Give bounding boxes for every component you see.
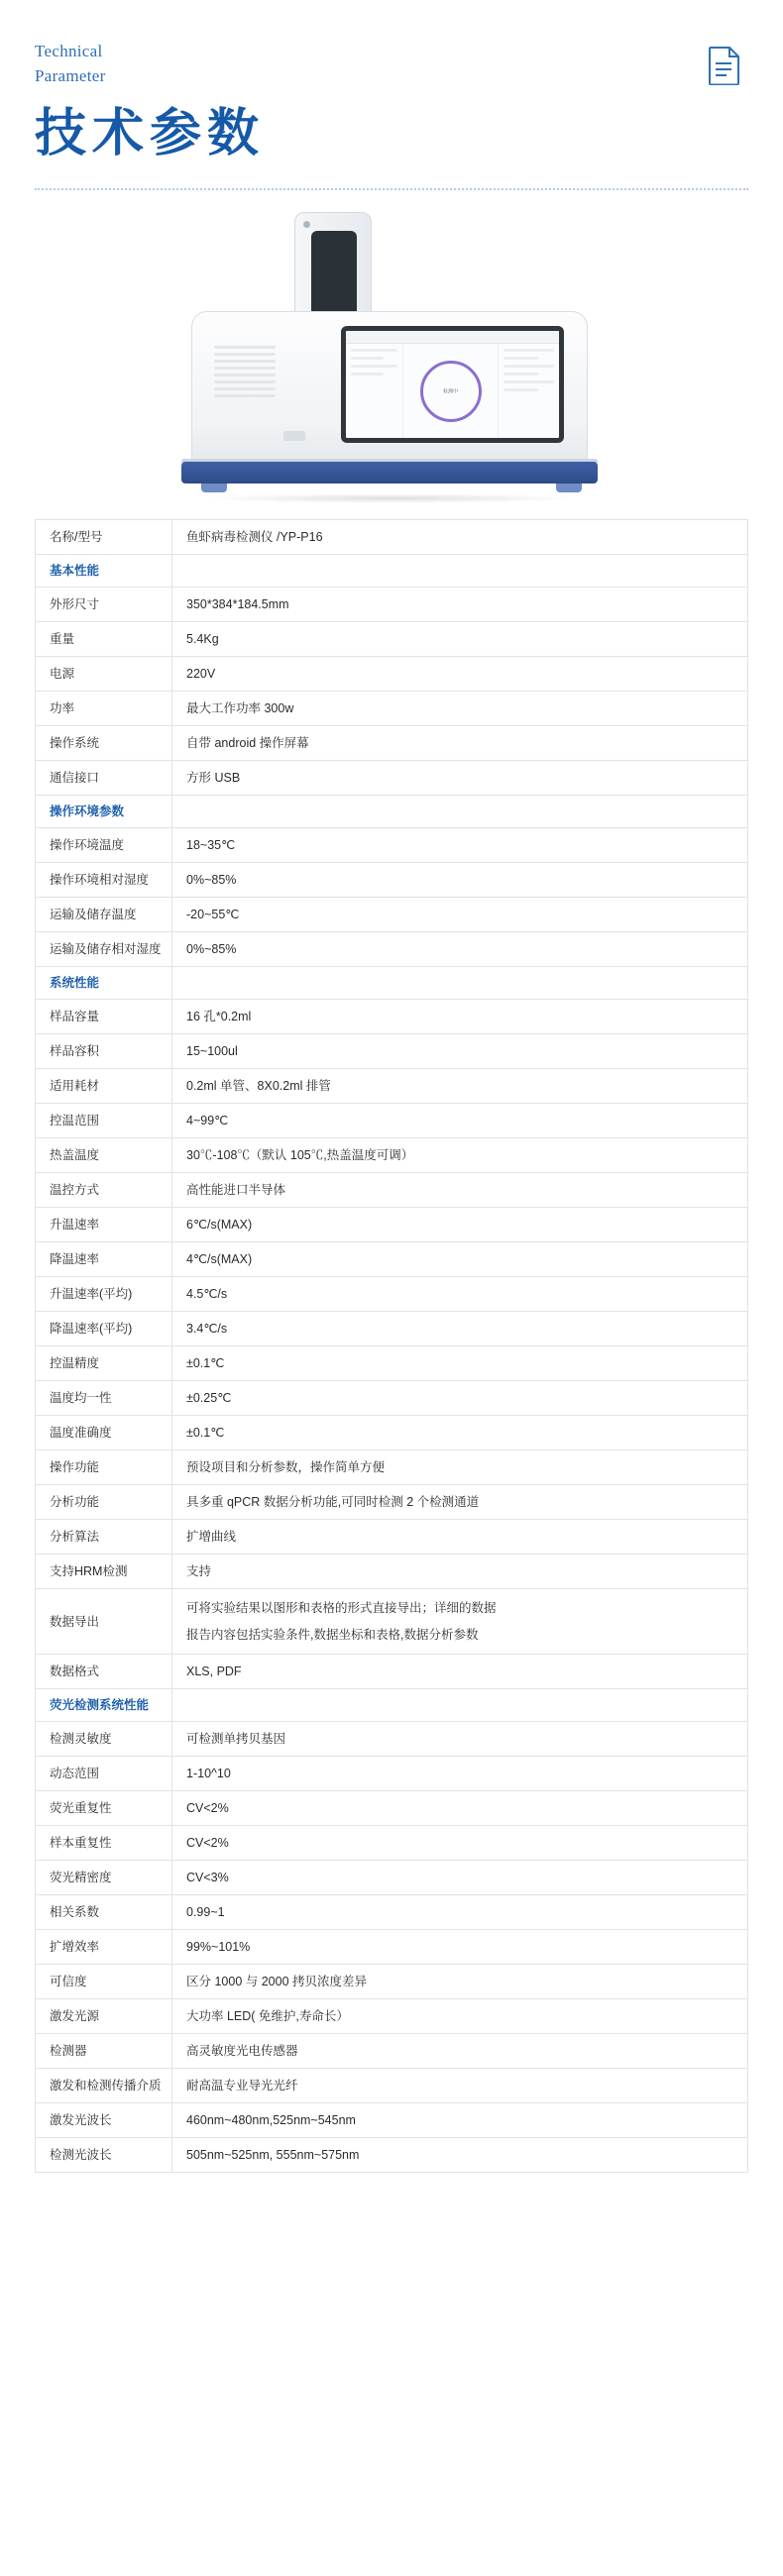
spec-key: 操作环境相对湿度 xyxy=(36,863,172,897)
device-touchscreen xyxy=(341,326,564,443)
spec-row xyxy=(36,1485,747,1520)
eyebrow-text xyxy=(35,40,748,88)
spec-value xyxy=(172,796,747,827)
spec-value: 0.2ml 单管、8X0.2ml 排管 xyxy=(186,1079,331,1094)
spec-value: 方形 USB xyxy=(186,771,241,786)
device-body xyxy=(191,311,588,470)
spec-row xyxy=(36,657,747,692)
spec-row xyxy=(36,1930,747,1965)
spec-value: 预设项目和分析参数，操作简单方便 xyxy=(186,1460,386,1475)
spec-section-row xyxy=(36,796,747,828)
spec-row xyxy=(36,1277,747,1312)
spec-key: 分析功能 xyxy=(36,1485,172,1519)
spec-key: 分析算法 xyxy=(36,1520,172,1554)
spec-key: 操作功能 xyxy=(36,1450,172,1484)
spec-key: 数据导出 xyxy=(36,1589,172,1654)
spec-value: XLS, PDF xyxy=(186,1664,242,1679)
spec-row xyxy=(36,1589,747,1655)
spec-row xyxy=(36,1555,747,1589)
spec-value: CV<2% xyxy=(186,1801,229,1816)
spec-row xyxy=(36,1069,747,1104)
spec-value: 30℃-108℃（默认 105℃,热盖温度可调） xyxy=(186,1148,414,1163)
spec-value: ±0.1℃ xyxy=(186,1356,225,1371)
spec-value: -20~55℃ xyxy=(186,908,240,922)
spec-value: 鱼虾病毒检测仪 /YP-P16 xyxy=(186,530,323,545)
spec-value: 自带 android 操作屏幕 xyxy=(186,736,309,751)
spec-key: 温度准确度 xyxy=(36,1416,172,1449)
spec-key: 可信度 xyxy=(36,1965,172,1998)
spec-value: 0%~85% xyxy=(186,942,237,957)
spec-value-line: 报告内容包括实验条件,数据坐标和表格,数据分析参数 xyxy=(186,1628,479,1643)
spec-row xyxy=(36,761,747,796)
screen-left-panel xyxy=(346,344,403,438)
spec-key: 激发光源 xyxy=(36,1999,172,2033)
spec-value: 1-10^10 xyxy=(186,1767,231,1781)
spec-row xyxy=(36,898,747,932)
spec-key: 通信接口 xyxy=(36,761,172,795)
device-image xyxy=(164,212,619,499)
spec-key: 温度均一性 xyxy=(36,1381,172,1415)
screen-status-label: 检测中 xyxy=(442,388,459,395)
device-badge xyxy=(283,431,305,441)
spec-key: 外形尺寸 xyxy=(36,588,172,621)
eyebrow-line-2: Parameter xyxy=(35,65,106,85)
spec-key: 基本性能 xyxy=(36,555,172,587)
eyebrow-line-1: Technical xyxy=(35,42,103,60)
device-foot-left xyxy=(201,483,227,492)
spec-row xyxy=(36,692,747,726)
device-handle-slot xyxy=(311,231,357,314)
spec-key: 温控方式 xyxy=(36,1173,172,1207)
spec-key: 激发和检测传播介质 xyxy=(36,2069,172,2102)
spec-row xyxy=(36,1999,747,2034)
spec-key: 系统性能 xyxy=(36,967,172,999)
spec-row xyxy=(36,1722,747,1757)
spec-value: 扩增曲线 xyxy=(186,1530,237,1545)
spec-section-row xyxy=(36,1689,747,1722)
spec-key: 适用耗材 xyxy=(36,1069,172,1103)
spec-value: ±0.25℃ xyxy=(186,1391,232,1406)
spec-row xyxy=(36,2103,747,2138)
spec-value: 区分 1000 与 2000 拷贝浓度差异 xyxy=(186,1975,368,1989)
screen-topbar xyxy=(346,331,559,344)
spec-value: 99%~101% xyxy=(186,1940,251,1955)
spec-row xyxy=(36,726,747,761)
spec-row xyxy=(36,1520,747,1555)
spec-key: 功率 xyxy=(36,692,172,725)
spec-key: 数据格式 xyxy=(36,1655,172,1688)
spec-value: ±0.1℃ xyxy=(186,1426,225,1441)
spec-value xyxy=(172,967,747,999)
spec-value: 4℃/s(MAX) xyxy=(186,1252,253,1267)
spec-value: 15~100ul xyxy=(186,1044,238,1059)
spec-value xyxy=(172,1689,747,1721)
device-base xyxy=(181,462,598,483)
page-header xyxy=(0,0,783,162)
spec-key: 检测光波长 xyxy=(36,2138,172,2172)
spec-row xyxy=(36,2034,747,2069)
spec-row xyxy=(36,1173,747,1208)
spec-key: 检测灵敏度 xyxy=(36,1722,172,1756)
spec-key: 荧光重复性 xyxy=(36,1791,172,1825)
spec-value: 耐高温专业导光光纤 xyxy=(186,2079,298,2093)
spec-row xyxy=(36,932,747,967)
spec-value xyxy=(172,555,747,587)
device-foot-right xyxy=(556,483,582,492)
device-illustration-area xyxy=(0,212,783,509)
document-icon xyxy=(708,46,741,85)
spec-row xyxy=(36,622,747,657)
spec-key: 控温精度 xyxy=(36,1346,172,1380)
spec-row xyxy=(36,1381,747,1416)
spec-row xyxy=(36,2069,747,2103)
spec-key: 降温速率 xyxy=(36,1242,172,1276)
spec-value: 3.4℃/s xyxy=(186,1322,228,1337)
spec-key: 样本重复性 xyxy=(36,1826,172,1860)
spec-value: 350*384*184.5mm xyxy=(186,597,289,612)
spec-row xyxy=(36,1346,747,1381)
spec-section-row xyxy=(36,967,747,1000)
spec-key: 名称/型号 xyxy=(36,520,172,554)
page-title: 技术参数 xyxy=(35,104,266,164)
spec-value-line: 可将实验结果以图形和表格的形式直接导出；详细的数据 xyxy=(186,1601,497,1616)
spec-key: 动态范围 xyxy=(36,1757,172,1790)
spec-section-row xyxy=(36,555,747,588)
spec-row xyxy=(36,1861,747,1895)
spec-key: 检测器 xyxy=(36,2034,172,2068)
spec-key: 荧光检测系统性能 xyxy=(36,1689,172,1721)
spec-row xyxy=(36,1104,747,1138)
spec-row xyxy=(36,828,747,863)
spec-value: 具多重 qPCR 数据分析功能,可同时检测 2 个检测通道 xyxy=(186,1495,480,1510)
spec-key: 荧光精密度 xyxy=(36,1861,172,1894)
spec-row xyxy=(36,588,747,622)
spec-key: 操作环境温度 xyxy=(36,828,172,862)
device-shadow xyxy=(203,493,580,503)
spec-value: 0.99~1 xyxy=(186,1905,225,1920)
spec-value: 大功率 LED( 免维护,寿命长） xyxy=(186,2009,349,2024)
spec-row xyxy=(36,520,747,555)
spec-key: 运输及储存温度 xyxy=(36,898,172,931)
spec-key: 重量 xyxy=(36,622,172,656)
spec-key: 激发光波长 xyxy=(36,2103,172,2137)
spec-row xyxy=(36,863,747,898)
device-handle-dot xyxy=(303,221,310,228)
spec-value: 4~99℃ xyxy=(186,1114,229,1128)
spec-value: 4.5℃/s xyxy=(186,1287,228,1302)
spec-row xyxy=(36,1965,747,1999)
spec-value: 6℃/s(MAX) xyxy=(186,1218,253,1233)
spec-key: 升温速率 xyxy=(36,1208,172,1241)
spec-row xyxy=(36,1312,747,1346)
spec-value: CV<3% xyxy=(186,1871,229,1885)
spec-key: 升温速率(平均) xyxy=(36,1277,172,1311)
spec-value: 可检测单拷贝基因 xyxy=(186,1732,286,1747)
spec-value xyxy=(172,1589,747,1654)
spec-value: 高性能进口半导体 xyxy=(186,1183,286,1198)
spec-value: 16 孔*0.2ml xyxy=(186,1010,252,1024)
spec-row xyxy=(36,1138,747,1173)
spec-table xyxy=(35,519,748,2173)
spec-row xyxy=(36,1757,747,1791)
spec-key: 扩增效率 xyxy=(36,1930,172,1964)
spec-value: 460nm~480nm,525nm~545nm xyxy=(186,2113,356,2128)
screen-center-panel xyxy=(403,344,498,438)
spec-key: 降温速率(平均) xyxy=(36,1312,172,1345)
device-handle xyxy=(294,212,372,319)
spec-value: 18~35℃ xyxy=(186,838,236,853)
device-vents xyxy=(214,346,276,403)
header-divider xyxy=(35,188,748,190)
spec-row xyxy=(36,1826,747,1861)
spec-key: 相关系数 xyxy=(36,1895,172,1929)
spec-value: 支持 xyxy=(186,1564,212,1579)
spec-key: 支持HRM检测 xyxy=(36,1555,172,1588)
spec-row xyxy=(36,1895,747,1930)
spec-key: 样品容量 xyxy=(36,1000,172,1033)
spec-key: 热盖温度 xyxy=(36,1138,172,1172)
spec-row xyxy=(36,2138,747,2173)
spec-row xyxy=(36,1242,747,1277)
spec-row xyxy=(36,1791,747,1826)
spec-key: 样品容积 xyxy=(36,1034,172,1068)
spec-row xyxy=(36,1208,747,1242)
spec-key: 控温范围 xyxy=(36,1104,172,1137)
spec-value: 505nm~525nm, 555nm~575nm xyxy=(186,2148,360,2163)
spec-value: 最大工作功率 300w xyxy=(186,701,294,716)
spec-key: 运输及储存相对湿度 xyxy=(36,932,172,966)
spec-value: 5.4Kg xyxy=(186,632,219,647)
spec-value: 高灵敏度光电传感器 xyxy=(186,2044,298,2059)
spec-row xyxy=(36,1034,747,1069)
spec-row xyxy=(36,1450,747,1485)
spec-key: 操作系统 xyxy=(36,726,172,760)
screen-right-panel xyxy=(498,344,559,438)
spec-row xyxy=(36,1000,747,1034)
spec-value: 0%~85% xyxy=(186,873,237,888)
spec-value: CV<2% xyxy=(186,1836,229,1851)
spec-row xyxy=(36,1655,747,1689)
spec-row xyxy=(36,1416,747,1450)
spec-key: 操作环境参数 xyxy=(36,796,172,827)
spec-key: 电源 xyxy=(36,657,172,691)
spec-value: 220V xyxy=(186,667,216,682)
